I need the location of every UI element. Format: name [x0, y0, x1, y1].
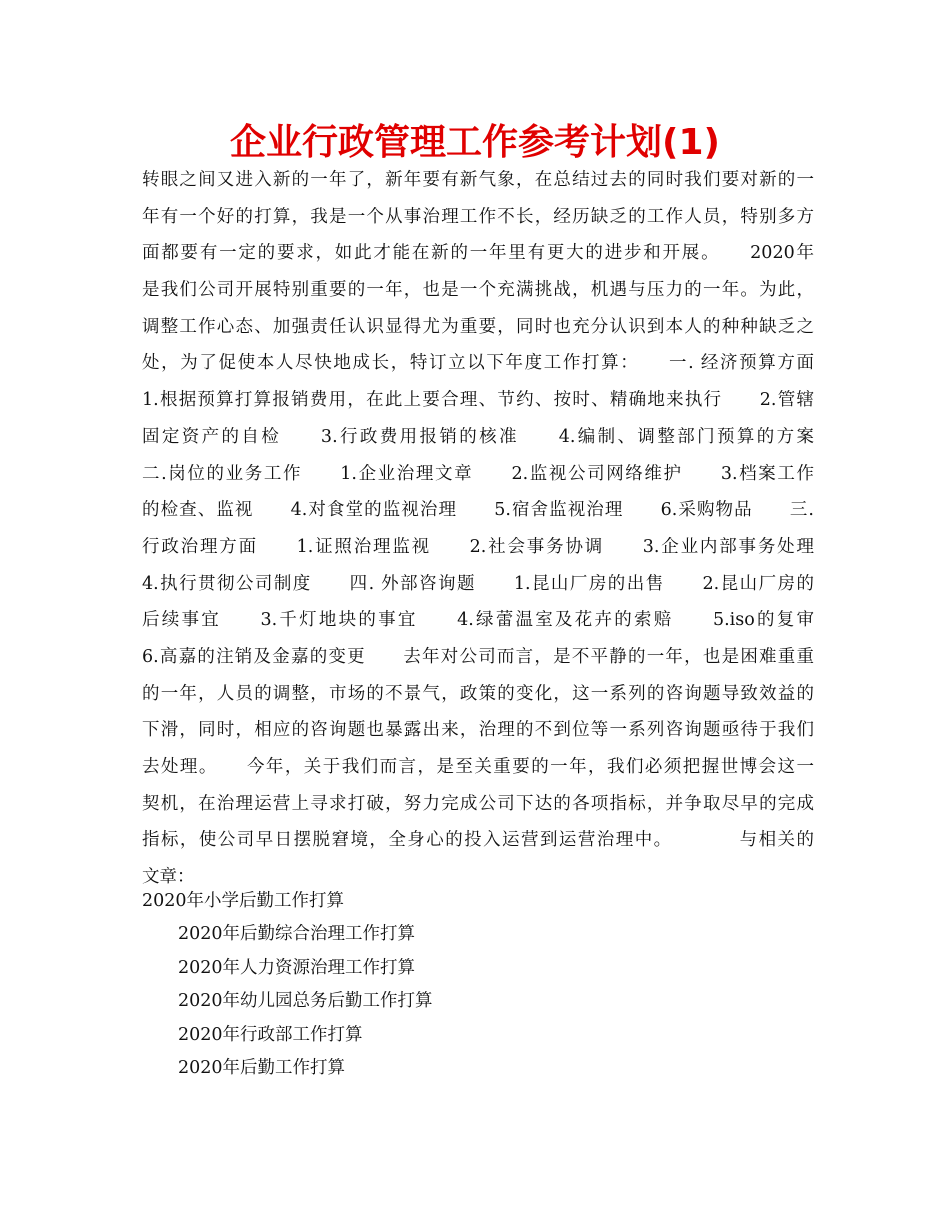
related-heading-link[interactable]: 2020年小学后勤工作打算	[142, 891, 345, 911]
body-line: 4.执行贯彻公司制度 四. 外部咨询题 1.昆山厂房的出售 2.昆山厂房的	[142, 573, 814, 594]
body-line: 后续事宜 3.千灯地块的事宜 4.绿蕾温室及花卉的索赔 5.iso的复审	[142, 610, 814, 631]
body-line: 固定资产的自检 3.行政费用报销的核准 4.编制、调整部门预算的方案	[142, 426, 814, 447]
body-line: 6.高嘉的注销及金嘉的变更 去年对公司而言，是不平静的一年，也是困难重重	[142, 646, 814, 667]
related-article-link[interactable]: 2020年后勤工作打算	[178, 1058, 346, 1079]
related-articles	[142, 884, 814, 1086]
body-line: 文章：	[142, 867, 195, 888]
body-line: 1.根据预算打算报销费用，在此上要合理、节约、按时、精确地来执行 2.管辖	[142, 390, 814, 411]
related-article-link[interactable]: 2020年行政部工作打算	[178, 1024, 363, 1045]
body-line: 面都要有一定的要求，如此才能在新的一年里有更大的进步和开展。 2020年	[142, 243, 814, 264]
document-title: 企业行政管理工作参考计划(1)	[230, 122, 720, 163]
body-line: 去处理。 今年，关于我们而言，是至关重要的一年，我们必须把握世博会这一	[142, 757, 814, 777]
related-article-link[interactable]: 2020年幼儿园总务后勤工作打算	[178, 991, 433, 1012]
related-article-link[interactable]: 2020年后勤综合治理工作打算	[178, 924, 416, 944]
body-line: 是我们公司开展特别重要的一年，也是一个充满挑战，机遇与压力的一年。为此，	[142, 280, 814, 301]
related-article-link[interactable]: 2020年人力资源治理工作打算	[178, 957, 416, 978]
document-body	[142, 162, 814, 896]
body-line: 处，为了促使本人尽快地成长，特订立以下年度工作打算： 一. 经济预算方面	[142, 353, 814, 374]
body-line: 年有一个好的打算，我是一个从事治理工作不长，经历缺乏的工作人员，特别多方	[142, 206, 814, 227]
body-line: 行政治理方面 1.证照治理监视 2.社会事务协调 3.企业内部事务处理	[142, 536, 814, 557]
body-line: 下滑，同时，相应的咨询题也暴露出来，治理的不到位等一系列咨询题亟待于我们	[142, 720, 814, 741]
body-line: 二.岗位的业务工作 1.企业治理文章 2.监视公司网络维护 3.档案工作	[142, 463, 814, 484]
body-line: 指标，使公司早日摆脱窘境，全身心的投入运营到运营治理中。 与相关的	[142, 830, 814, 851]
body-line: 的一年，人员的调整，市场的不景气，政策的变化，这一系列的咨询题导致效益的	[142, 683, 814, 704]
body-line: 契机，在治理运营上寻求打破，努力完成公司下达的各项指标，并争取尽早的完成	[142, 793, 814, 814]
body-line: 调整工作心态、加强责任认识显得尤为重要，同时也充分认识到本人的种种缺乏之	[142, 316, 814, 337]
body-line: 转眼之间又进入新的一年了，新年要有新气象，在总结过去的同时我们要对新的一	[142, 170, 814, 190]
body-line: 的检查、监视 4.对食堂的监视治理 5.宿舍监视治理 6.采购物品 三.	[142, 500, 814, 521]
